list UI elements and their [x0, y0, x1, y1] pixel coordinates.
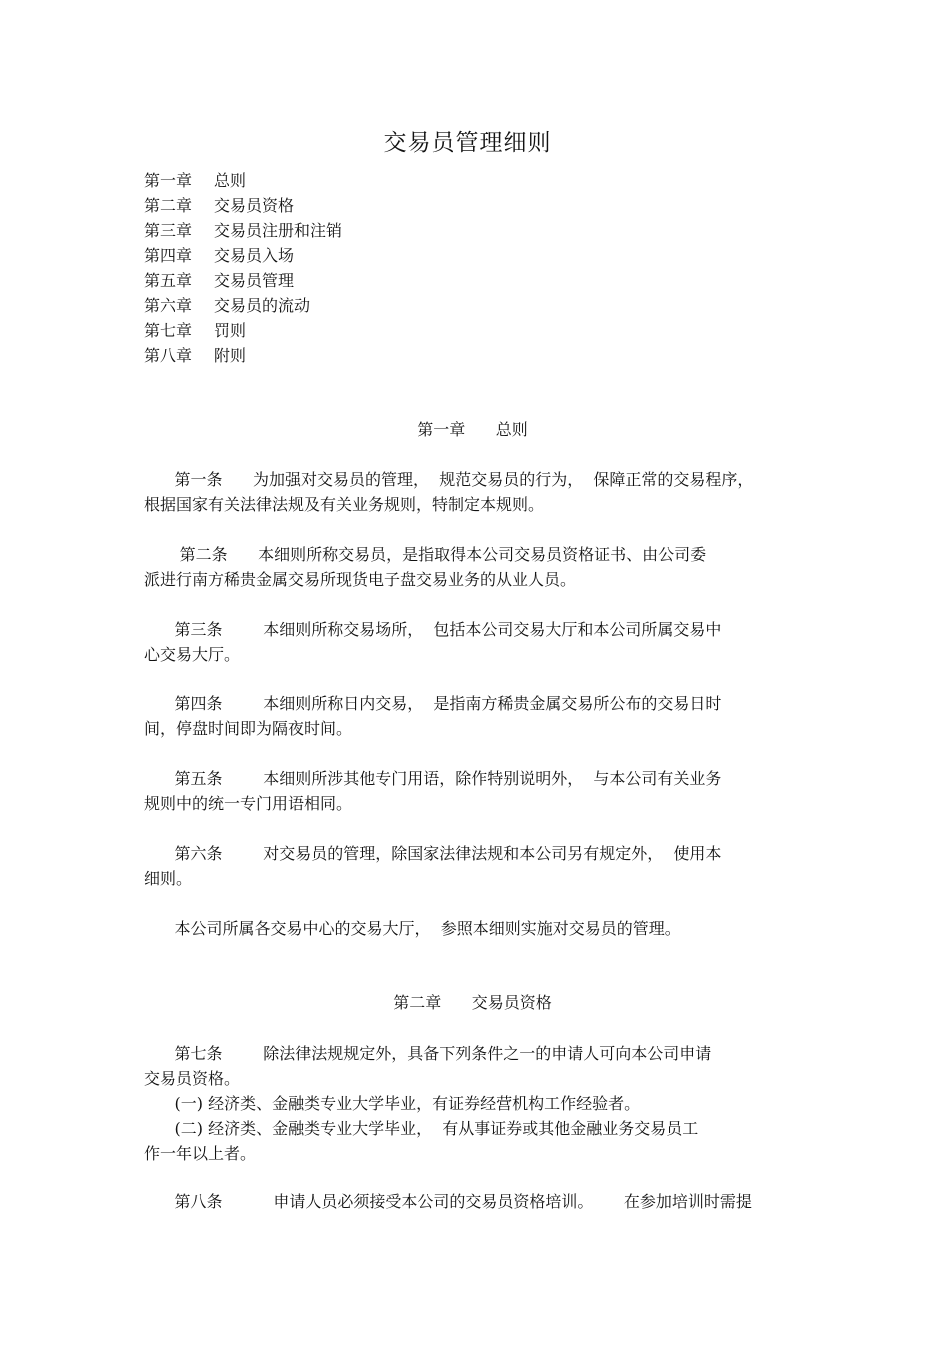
paragraph-line: 派进行南方稀贵金属交易所现货电子盘交易业务的从业人员。 — [144, 570, 577, 589]
article-7 — [144, 1041, 804, 1091]
paragraph-line: 本公司所属各交易中心的交易大厅， 参照本细则实施对交易员的管理。 — [144, 919, 681, 938]
toc-item — [144, 268, 342, 293]
paragraph-line: 交易员资格。 — [144, 1069, 241, 1088]
paragraph-line: 间，停盘时间即为隔夜时间。 — [144, 719, 353, 738]
toc-chapter-title: 交易员的流动 — [214, 296, 311, 315]
toc-chapter-title: 总则 — [214, 171, 247, 190]
toc-item — [144, 318, 342, 343]
paragraph-line: 心交易大厅。 — [144, 645, 241, 664]
toc-item — [144, 243, 342, 268]
paragraph-line: 第二条 本细则所称交易员，是指取得本公司交易员资格证书、由公司委 — [144, 545, 707, 564]
article-2 — [144, 542, 804, 592]
paragraph-line: 第一条 为加强对交易员的管理， 规范交易员的行为， 保障正常的交易程序， — [144, 470, 754, 489]
toc-chapter-title: 交易员入场 — [214, 246, 295, 265]
toc-chapter-title: 附则 — [214, 346, 247, 365]
article-4 — [144, 691, 804, 741]
paragraph-line: 第六条 对交易员的管理，除国家法律法规和本公司另有规定外， 使用本 — [144, 844, 722, 863]
article-6 — [144, 841, 804, 891]
paragraph-line: 第三条 本细则所称交易场所， 包括本公司交易大厅和本公司所属交易中 — [144, 620, 722, 639]
toc-chapter-number: 第六章 — [144, 296, 193, 315]
paragraph-line: 第八条 申请人员必须接受本公司的交易员资格培训。 在参加培训时需提 — [144, 1192, 752, 1211]
table-of-contents — [144, 168, 342, 368]
article-8 — [144, 1189, 804, 1214]
toc-chapter-number: 第三章 — [144, 221, 193, 240]
article-7-item-1 — [144, 1091, 804, 1116]
toc-chapter-title: 交易员资格 — [214, 196, 295, 215]
document-title: 交易员管理细则 — [383, 130, 552, 156]
article-6-supplement — [144, 916, 804, 941]
toc-chapter-number: 第一章 — [144, 171, 193, 190]
paragraph-line: 第五条 本细则所涉其他专门用语，除作特别说明外， 与本公司有关业务 — [144, 769, 722, 788]
toc-chapter-title: 交易员注册和注销 — [214, 221, 343, 240]
toc-chapter-number: 第五章 — [144, 271, 193, 290]
article-3 — [144, 617, 804, 667]
toc-chapter-number: 第四章 — [144, 246, 193, 265]
paragraph-line: 规则中的统一专门用语相同。 — [144, 794, 353, 813]
toc-chapter-number: 第八章 — [144, 346, 193, 365]
paragraph-line: 第七条 除法律法规规定外，具备下列条件之一的申请人可向本公司申请 — [144, 1044, 712, 1063]
paragraph-line: (一) 经济类、金融类专业大学毕业，有证券经营机构工作经验者。 — [144, 1094, 641, 1113]
toc-chapter-number: 第七章 — [144, 321, 193, 340]
toc-item — [144, 193, 342, 218]
toc-item — [144, 218, 342, 243]
article-7-item-2 — [144, 1116, 804, 1166]
toc-chapter-title: 交易员管理 — [214, 271, 295, 290]
paragraph-line: 作一年以上者。 — [144, 1144, 257, 1163]
toc-item — [144, 168, 342, 193]
paragraph-line: 第四条 本细则所称日内交易， 是指南方稀贵金属交易所公布的交易日时 — [144, 694, 722, 713]
paragraph-line: (二) 经济类、金融类专业大学毕业， 有从事证券或其他金融业务交易员工 — [144, 1119, 699, 1138]
toc-item — [144, 293, 342, 318]
toc-chapter-number: 第二章 — [144, 196, 193, 215]
article-5 — [144, 766, 804, 816]
chapter-2-heading: 第二章 交易员资格 — [393, 993, 552, 1012]
paragraph-line: 根据国家有关法律法规及有关业务规则，特制定本规则。 — [144, 495, 545, 514]
chapter-1-heading: 第一章 总则 — [417, 420, 528, 439]
article-1 — [144, 467, 804, 517]
toc-chapter-title: 罚则 — [214, 321, 247, 340]
paragraph-line: 细则。 — [144, 869, 193, 888]
toc-item — [144, 343, 342, 368]
